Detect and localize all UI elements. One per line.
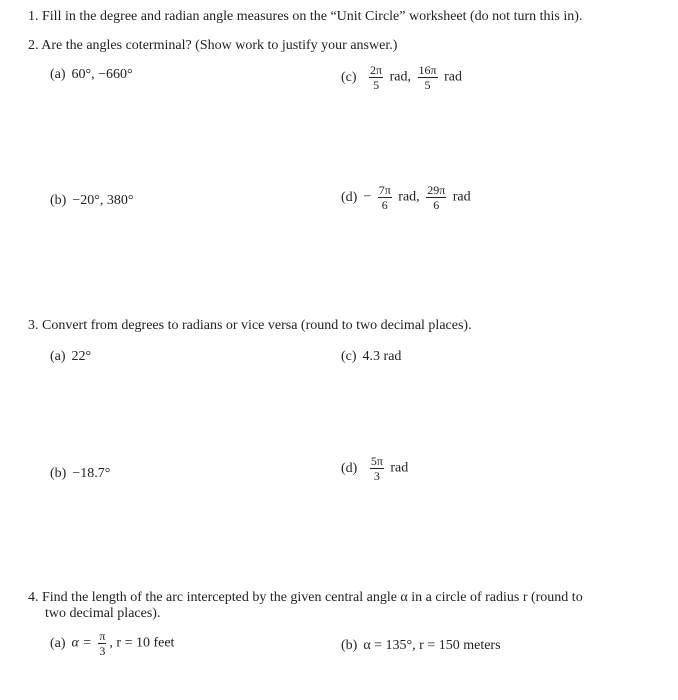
- minus-sign: −: [363, 189, 372, 205]
- numerator: π: [99, 629, 106, 643]
- question-number: 3.: [28, 318, 39, 333]
- part-text: 4.3 rad: [362, 349, 402, 364]
- part-text: 22°: [71, 349, 92, 364]
- question-4: [28, 590, 583, 606]
- part-text: α =: [71, 635, 92, 651]
- numerator: 7π: [378, 183, 391, 197]
- part-text: rad: [390, 460, 409, 476]
- question-number: 1.: [28, 9, 39, 24]
- denominator: 3: [99, 644, 106, 658]
- q3-part-a: [50, 349, 91, 365]
- q3-part-b: [50, 466, 110, 482]
- q2-part-c: [341, 64, 462, 91]
- fraction: [378, 184, 392, 211]
- question-text: Fill in the degree and radian angle measures on the “Unit Circle” worksheet (do not turn this in).: [42, 9, 583, 24]
- question-1: [28, 9, 582, 25]
- part-label: (b): [50, 466, 67, 481]
- denominator: 5: [373, 78, 380, 92]
- part-label: (a): [50, 635, 66, 651]
- part-text: −20°, 380°: [72, 193, 134, 208]
- part-text: 60°, −660°: [71, 67, 133, 82]
- part-label: (c): [341, 69, 357, 85]
- denominator: 6: [433, 198, 440, 212]
- part-text: rad: [452, 189, 471, 205]
- q2-part-b: [50, 193, 133, 209]
- part-label: (b): [50, 193, 67, 208]
- fraction: [369, 64, 383, 91]
- part-text: rad,: [398, 189, 420, 205]
- denominator: 3: [373, 469, 380, 483]
- numerator: 5π: [370, 454, 383, 468]
- part-text: α = 135°, r = 150 meters: [363, 638, 501, 653]
- fraction: [426, 184, 446, 211]
- question-number: 2.: [28, 38, 39, 53]
- part-text: −18.7°: [72, 466, 111, 481]
- denominator: 5: [424, 78, 431, 92]
- denominator: 6: [381, 198, 388, 212]
- question-text: Are the angles coterminal? (Show work to justify your answer.): [41, 38, 398, 53]
- part-text: , r = 10 feet: [109, 635, 175, 651]
- q4-part-b: [341, 638, 501, 654]
- numerator: 29π: [427, 183, 446, 197]
- part-label: (c): [341, 349, 357, 364]
- question-text: Find the length of the arc intercepted by the given central angle α in a circle of radius r (round to: [42, 590, 583, 605]
- part-label: (d): [341, 460, 358, 476]
- question-number: 4.: [28, 590, 39, 605]
- part-text: rad: [444, 69, 462, 85]
- question-3: [28, 318, 472, 334]
- fraction: [370, 455, 384, 482]
- q2-part-a: [50, 67, 133, 83]
- q4-part-a: [50, 630, 174, 657]
- part-label: (a): [50, 67, 66, 82]
- part-label: (a): [50, 349, 66, 364]
- question-text: two decimal places).: [45, 606, 161, 621]
- part-label: (d): [341, 189, 358, 205]
- fraction: [98, 630, 106, 657]
- question-2: [28, 38, 397, 54]
- q3-part-d: [341, 455, 408, 482]
- numerator: 2π: [370, 63, 383, 77]
- question-4-continued: [45, 606, 160, 622]
- part-text: rad,: [389, 69, 411, 85]
- numerator: 16π: [418, 63, 437, 77]
- question-text: Convert from degrees to radians or vice versa (round to two decimal places).: [42, 318, 472, 333]
- q2-part-d: [341, 184, 471, 211]
- part-label: (b): [341, 638, 358, 653]
- fraction: [418, 64, 438, 91]
- q3-part-c: [341, 349, 401, 365]
